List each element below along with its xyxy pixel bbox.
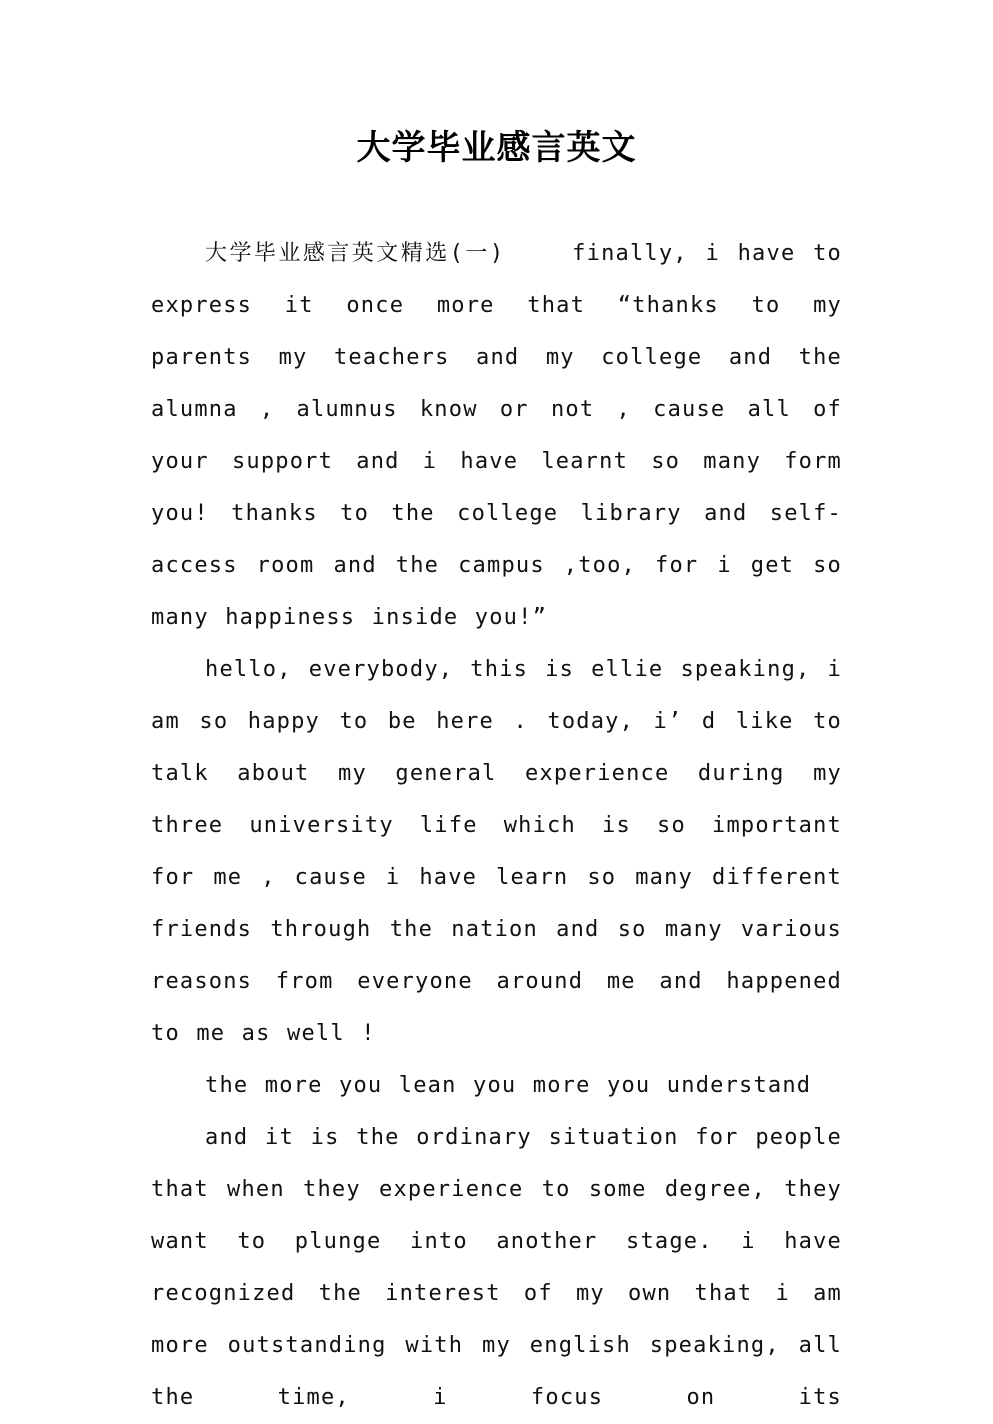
paragraph-4: and it is the ordinary situation for people that when they experience to some degree, they want to plunge into another stage. i have recognized the interest of my own that i am more outstanding with my english speaking, all the time, i focus on its <box>151 1125 842 1410</box>
document-title: 大学毕业感言英文 <box>356 128 637 168</box>
paragraph-1: 大学毕业感言英文精选(一) finally, i have to express it once more that “thanks to my parents my teachers and my college and the alumna , alumnus know or not , cause all of your support and i have learnt so many form you! thanks to the college library and self-access room and the campus ,too, for i get so many happiness inside you!” <box>151 241 842 630</box>
paragraph-3: the more you lean you more you understand <box>205 1073 812 1098</box>
paragraph-2: hello, everybody, this is ellie speaking, i am so happy to be here . today, i’ d like to talk about my general experience during my three university life which is so important for me , cause i have learn so many different friends through the nation and so many various reasons from everyone around me and happened to me as well ! <box>151 657 842 1046</box>
document-body <box>151 228 842 1424</box>
